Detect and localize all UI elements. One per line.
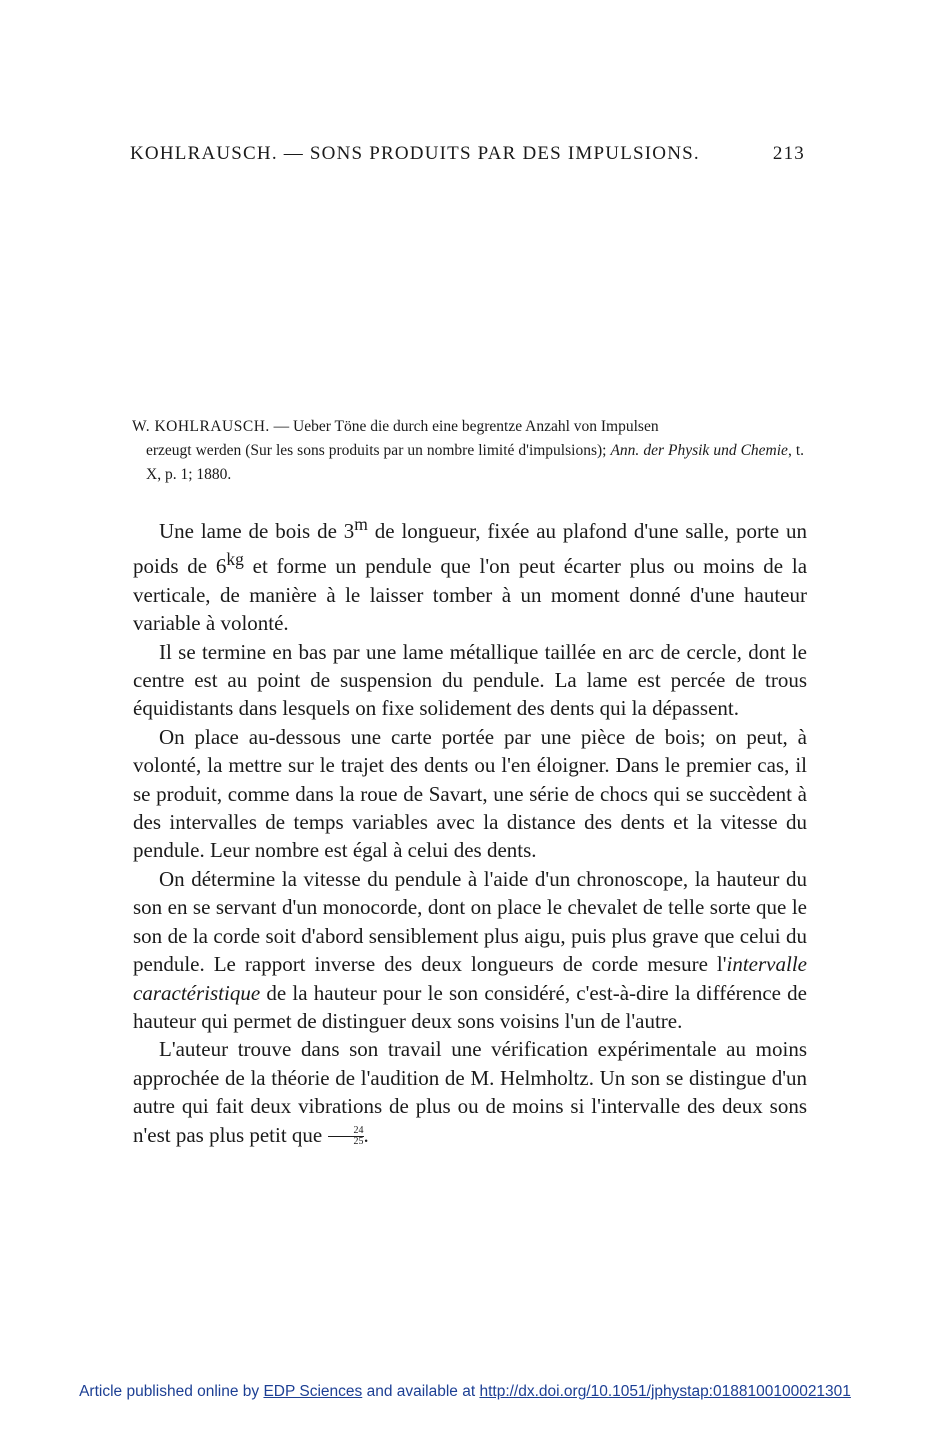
reference-title-line2: erzeugt werden (Sur les sons produits par un nombre limité d'impulsions);: [146, 442, 607, 459]
fraction-denominator: 25: [353, 1136, 364, 1148]
edp-sciences-link[interactable]: EDP Sciences: [263, 1383, 363, 1400]
reference-journal-part1: Ann.: [610, 442, 640, 459]
reference-details: , t. X, p. 1; 1880.: [146, 442, 805, 483]
footer-text-middle: and available at: [362, 1383, 480, 1400]
paragraph-1-text-c: et forme un pendule que l'on peut écarter plus ou moins de la verticale, de manière à le laisser tomber à un moment donné d'une hauteur variable à volonté.: [133, 554, 808, 636]
reference-author: W. KOHLRAUSCH.: [132, 418, 270, 435]
publication-footer: [0, 1383, 930, 1401]
paragraph-5-text: L'auteur trouve dans son travail une vérification expérimentale au moins approchée de la théorie de l'audition de M. Helmholtz. Un son se distingue d'un autre qui fait deux vibrations de plus ou de moins si l'intervalle des deux sons n'est pas plus petit que: [133, 1037, 807, 1147]
page-number: 213: [772, 143, 805, 164]
emphasis-intervalle-caracteristique: intervalle caractéristique: [133, 952, 807, 1005]
paragraph-1-text-a: Une lame de bois de 3: [159, 519, 355, 543]
article-body: [133, 510, 807, 1149]
running-title: KOHLRAUSCH. — SONS PRODUITS PAR DES IMPULSIONS.: [130, 143, 700, 164]
reference-continuation: [132, 439, 804, 487]
paragraph-4-text-a: On détermine la vitesse du pendule à l'aide d'un chronoscope, la hauteur du son en se servant d'un monocorde, dont on place le chevalet de telle sorte que le son de la corde soit d'abord sensiblement plus aigu, puis plus grave que celui du pendule. Le rapport inverse des deux longueurs de corde mesure l': [133, 866, 807, 977]
fraction: [328, 1126, 364, 1147]
paragraph-3: On place au-dessous une carte portée par une pièce de bois; on peut, à volonté, la mettre sur le trajet des dents ou l'en éloigner. Dans le premier cas, il se produit, comme dans la roue de Savart, une série de chocs qui se succèdent à des intervalles de temps variables avec la distance des dents et la vitesse du pendule. Leur nombre est égal à celui des dents.: [133, 724, 807, 863]
paragraph-2: Il se termine en bas par une lame métallique taillée en arc de cercle, dont le centre est au point de suspension du pendule. La lame est percée de trous équidistants dans lesquels on fixe solidement des dents qui la dépassent.: [133, 639, 807, 721]
page-header: [130, 143, 805, 165]
unit-meter-superscript: m: [354, 514, 368, 534]
unit-kg-superscript: kg: [226, 549, 244, 570]
fraction-numerator: 24: [328, 1126, 364, 1137]
paragraph-1-text-b: de longueur, fixée au plafond d'une salle, porte un poids de 6: [133, 519, 807, 579]
paragraph-4: [133, 865, 807, 1035]
doi-link[interactable]: http://dx.doi.org/10.1051/jphystap:0188100100021301: [479, 1383, 851, 1400]
paragraph-4-text-b: de la hauteur pour le son considéré, c'est-à-dire la différence de hauteur qui permet de distinguer deux sons voisins l'un de l'autre.: [133, 980, 807, 1033]
footer-text-before: Article published online by: [79, 1383, 264, 1400]
reference-journal-part2: der Physik und Chemie: [643, 442, 788, 459]
reference-title-line1: Ueber Töne die durch eine begrentze Anzahl von Impulsen: [293, 418, 659, 435]
paragraph-5: [133, 1035, 807, 1149]
paragraph-1: [133, 510, 807, 638]
paragraph-5-end: .: [363, 1122, 369, 1147]
bibliographic-reference: [132, 415, 804, 487]
reference-dash: —: [269, 418, 294, 435]
